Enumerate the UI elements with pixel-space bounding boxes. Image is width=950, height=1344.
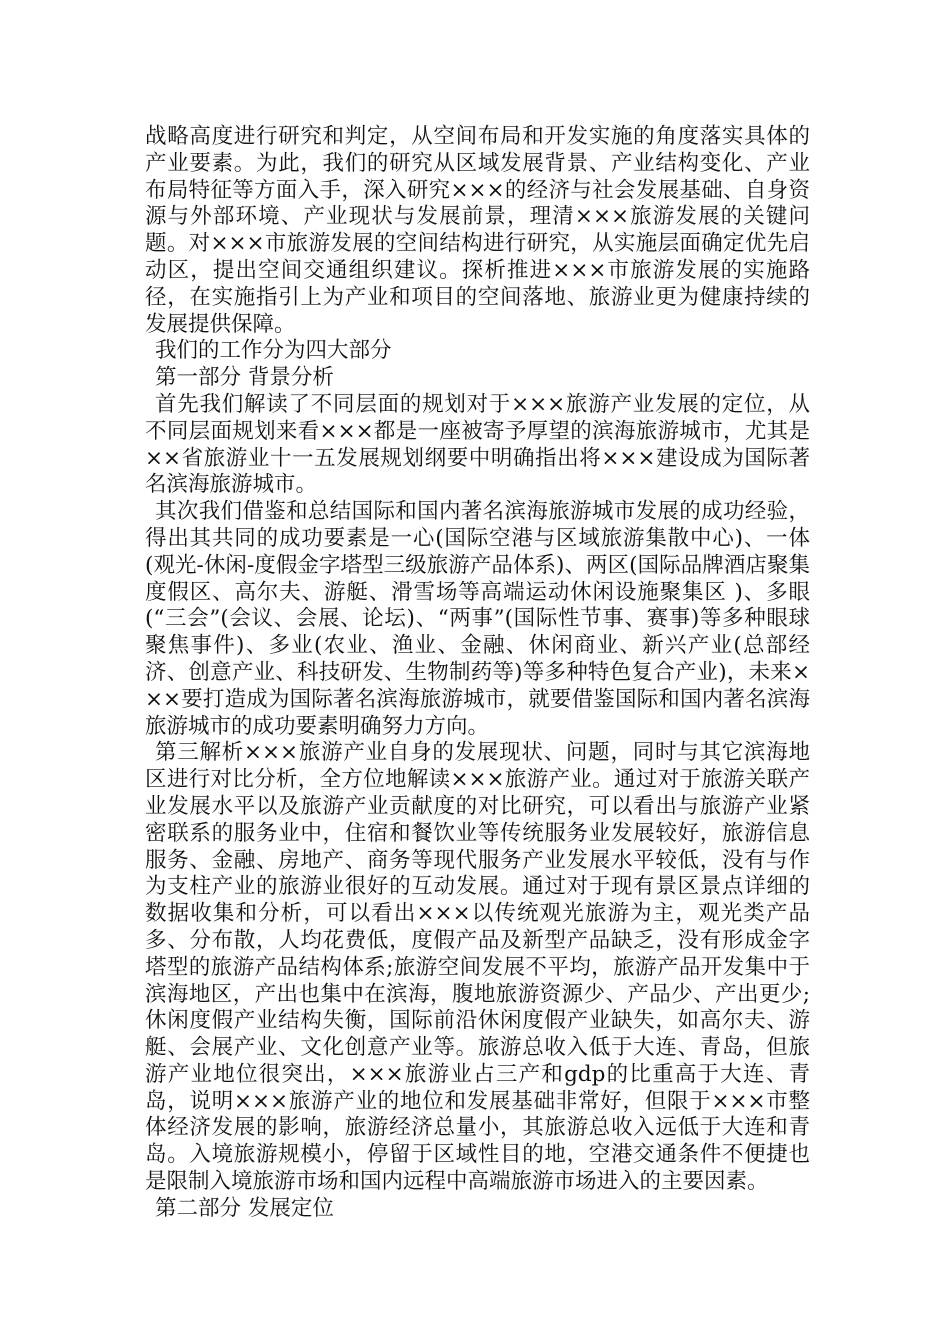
section-heading-part-two: 第二部分 发展定位 [155,1195,334,1221]
document-body [145,124,810,1223]
section-heading-part-one: 第一部分 背景分析 [155,365,334,391]
section-intro-line: 我们的工作分为四大部分 [155,338,392,364]
paragraph-third-analysis: 第三解析×××旅游产业自身的发展现状、问题，同时与其它滨海地区进行对比分析，全方位地解读×××旅游产业。通过对于旅游关联产业发展水平以及旅游产业贡献度的对比研究，可以看出与旅游产业紧密联系的服务业中，住宿和餐饮业等传统服务业发展较好，旅游信息服务、金融、房地产、商务等现代服务产业发展水平较低，没有与作为支柱产业的旅游业很好的互动发展。通过对于现有景区景点详细的数据收集和分析，可以看出×××以传统观光旅游为主，观光类产品多、分布散，人均花费低，度假产品及新型产品缺乏，没有形成金字塔型的旅游产品结构体系;旅游空间发展不平均，旅游产品开发集中于滨海地区，产出也集中在滨海，腹地旅游资源少、产品少、产出更少;休闲度假产业结构失衡，国际前沿休闲度假产业缺失，如高尔夫、游艇、会展产业、文化创意产业等。旅游总收入低于大连、青岛，但旅游产业地位很突出，×××旅游业占三产和gdp的比重高于大连、青岛，说明×××旅游产业的地位和发展基础非常好，但限于×××市整体经济发展的影响，旅游经济总量小，其旅游总收入远低于大连和青岛。入境旅游规模小，停留于区域性目的地，空港交通条件不便捷也是限制入境旅游市场和国内远程中高端旅游市场进入的主要因素。 [145,740,810,1195]
paragraph-intro: 战略高度进行研究和判定，从空间布局和开发实施的角度落实具体的产业要素。为此，我们的研究从区域发展背景、产业结构变化、产业布局特征等方面入手，深入研究×××的经济与社会发展基础、自身资源与外部环境、产业现状与发展前景，理清×××旅游发展的关键问题。对×××市旅游发展的空间结构进行研究，从实施层面确定优先启动区，提出空间交通组织建议。探析推进×××市旅游发展的实施路径，在实施指引上为产业和项目的空间落地、旅游业更为健康持续的发展提供保障。 [145,124,810,337]
paragraph-first-analysis: 首先我们解读了不同层面的规划对于×××旅游产业发展的定位，从不同层面规划来看×××都是一座被寄予厚望的滨海旅游城市，尤其是××省旅游业十一五发展规划纲要中明确指出将×××建设成为国际著名滨海旅游城市。 [145,391,810,498]
paragraph-second-analysis: 其次我们借鉴和总结国际和国内著名滨海旅游城市发展的成功经验，得出其共同的成功要素是一心(国际空港与区域旅游集散中心)、一体(观光-休闲-度假金字塔型三级旅游产品体系)、两区(国际品牌酒店聚集度假区、高尔夫、游艇、滑雪场等高端运动休闲设施聚集区 )、多眼(“三会”(会议、会展、论坛)、“两事”(国际性节事、赛事)等多种眼球聚焦事件)、多业(农业、渔业、金融、休闲商业、新兴产业(总部经济、创意产业、科技研发、生物制药等)等多种特色复合产业)，未来×××要打造成为国际著名滨海旅游城市，就要借鉴国际和国内著名滨海旅游城市的成功要素明确努力方向。 [145,499,810,739]
